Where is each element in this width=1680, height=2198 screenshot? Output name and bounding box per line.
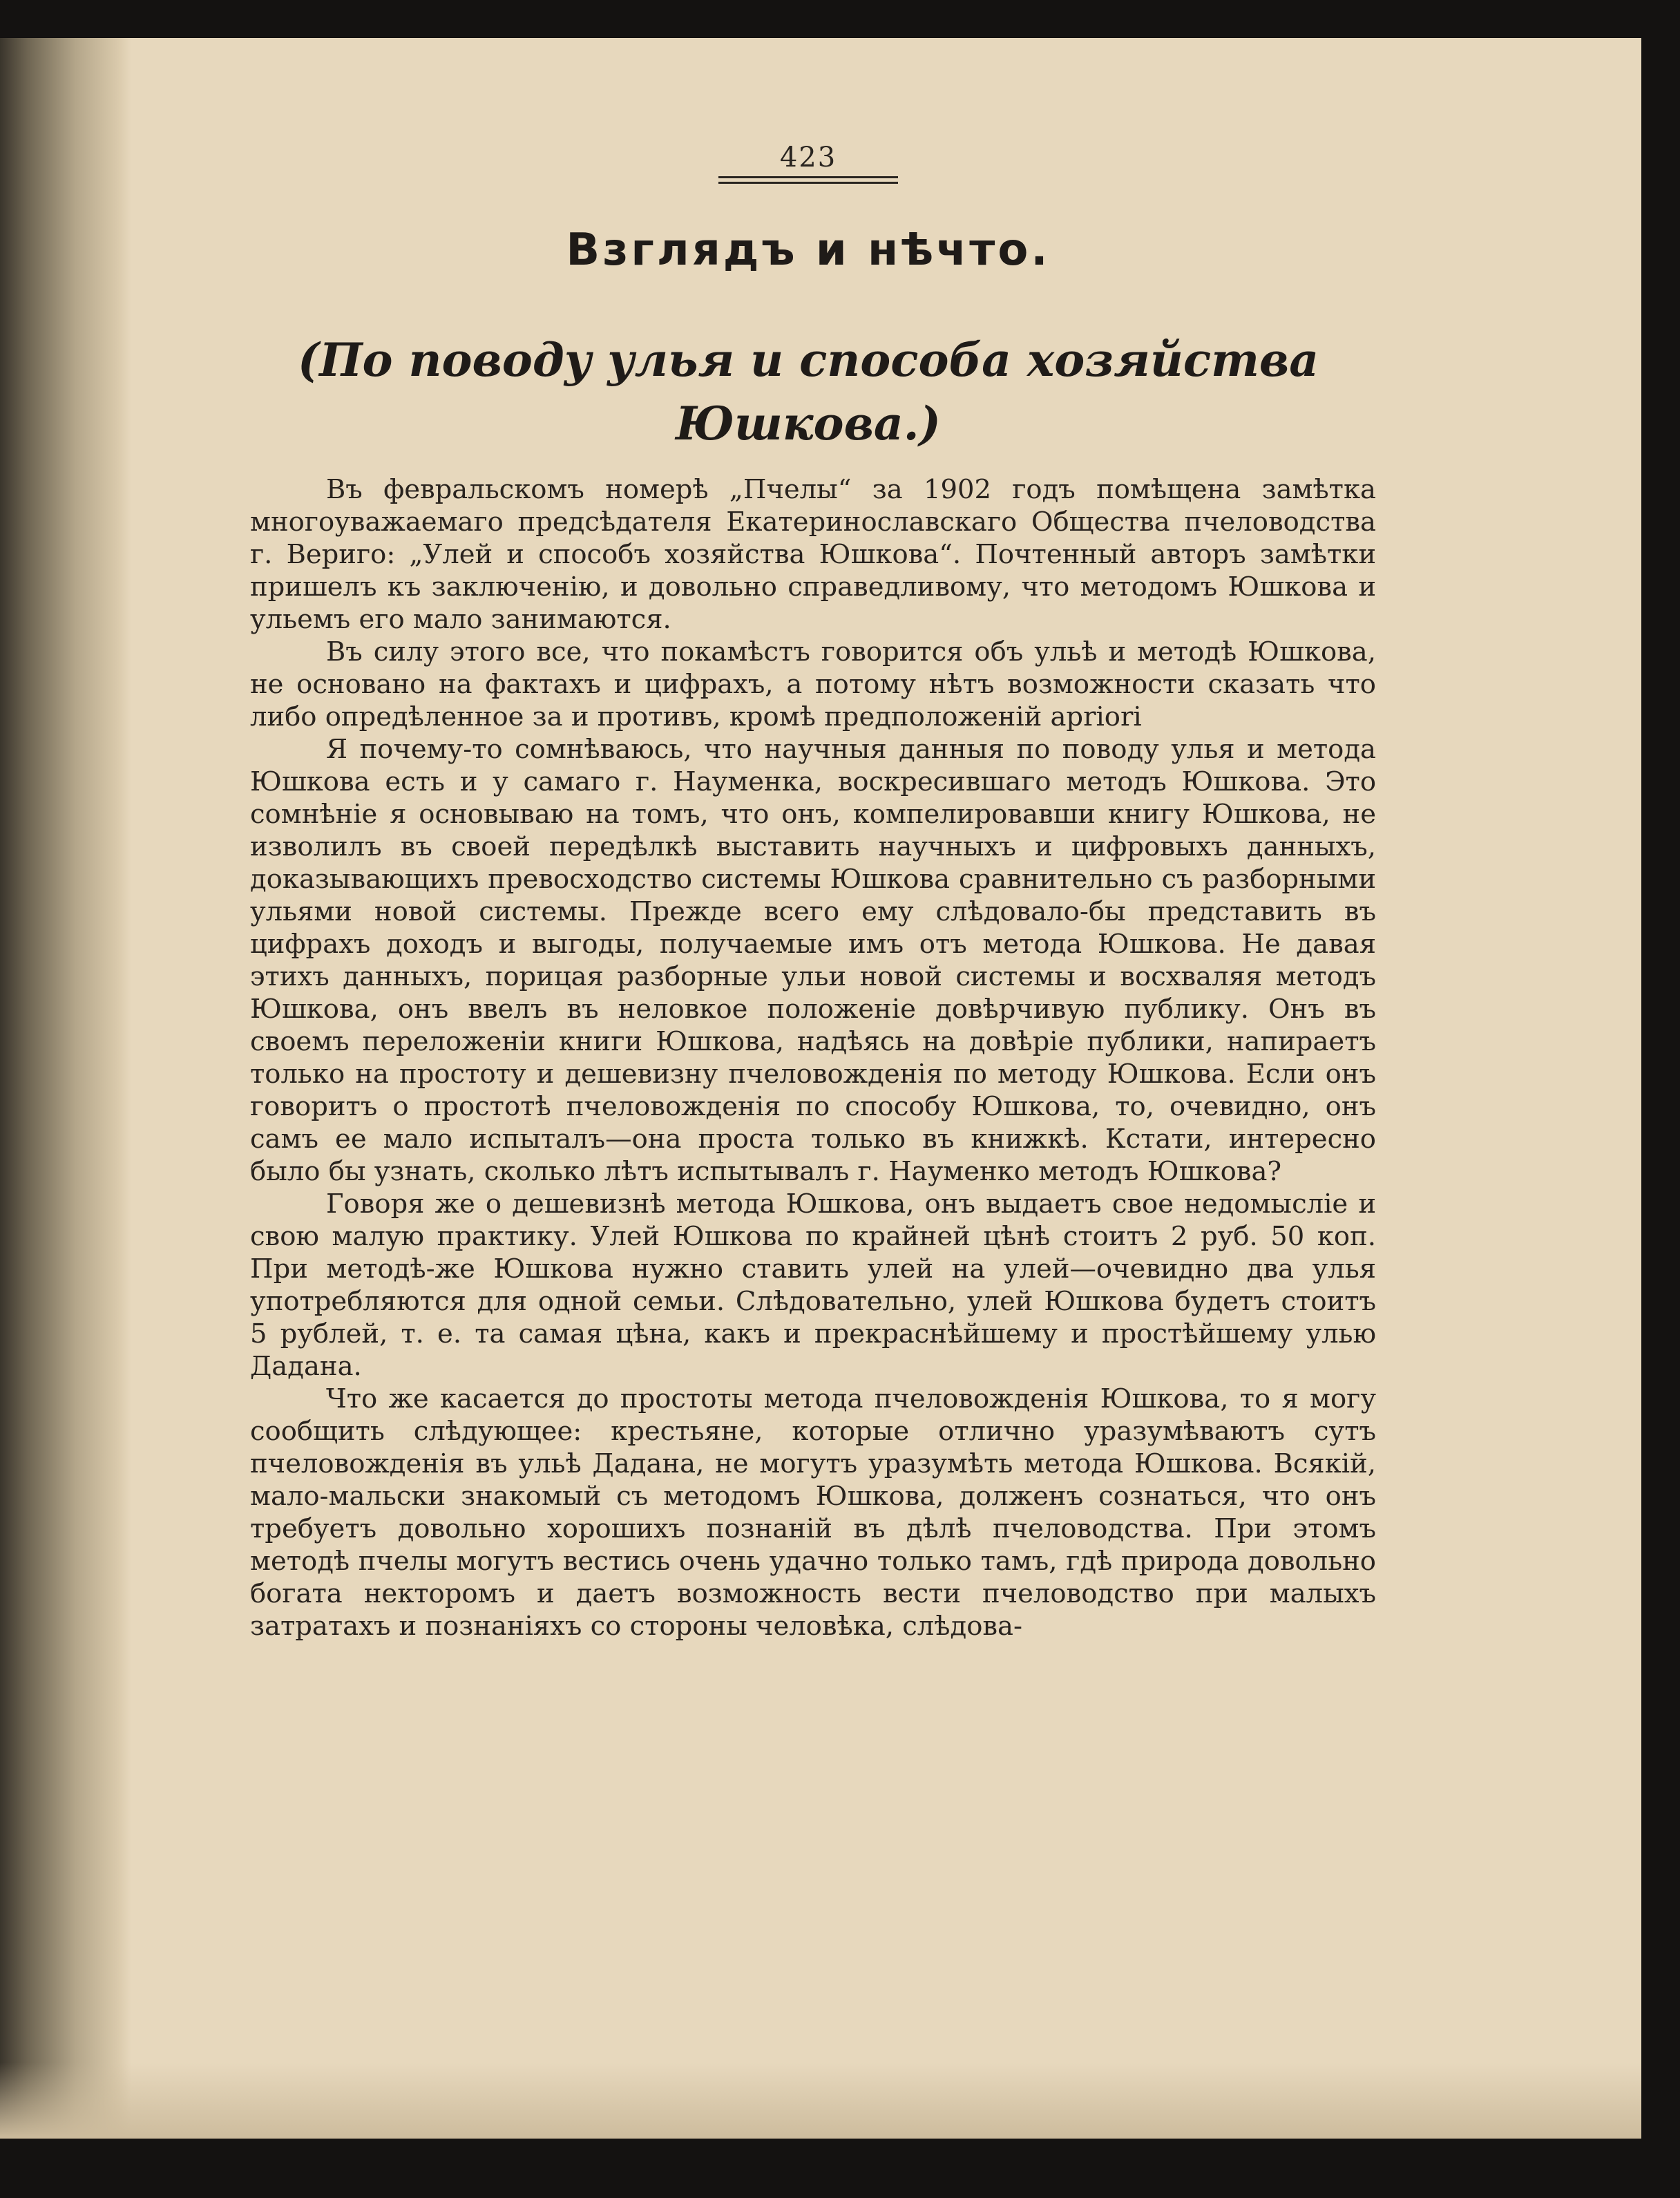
page-bottom-shadow xyxy=(0,2063,1641,2139)
paragraph-3: Я почему-то сомнѣваюсь, что научныя данныя по поводу улья и метода Юшкова есть и у самаго г. Науменка, воскресившаго методъ Юшкова. Это сомнѣніе я основываю на томъ, что онъ, компелировавши книгу Юшкова, не изволилъ въ своей передѣлкѣ выставить научныхъ и цифровыхъ данныхъ, доказывающихъ превосходство системы Юшкова сравнительно съ разборными ульями новой системы. Прежде всего ему слѣдовало-бы представить въ цифрахъ доходъ и выгоды, получаемые имъ отъ метода Юшкова. Не давая этихъ данныхъ, порицая разборные ульи новой системы и восхваляя методъ Юшкова, онъ ввелъ въ неловкое положеніе довѣрчивую публику. Онъ въ своемъ переложеніи книги Юшкова, надѣясь на довѣріе публики, напираетъ только на простоту и дешевизну пчеловожденія по методу Юшкова. Если онъ говоритъ о простотѣ пчеловожденія по способу Юшкова, то, очевидно, онъ самъ ее мало испыталъ—она проста только въ книжкѣ. Кстати, интересно было бы узнать, сколько лѣтъ испытывалъ г. Науменко методъ Юшкова? xyxy=(250,734,1376,1187)
paragraph-5: Что же касается до простоты метода пчеловожденія Юшкова, то я могу сообщить слѣдующее: крестьяне, которые отлично уразумѣваютъ сутъ пчеловожденія въ ульѣ Дадана, не могутъ уразумѣть метода Юшкова. Всякій, мало-мальски знакомый съ методомъ Юшкова, долженъ сознаться, что онъ требуетъ довольно хорошихъ познаній въ дѣлѣ пчеловодства. При этомъ методѣ пчелы могутъ вестись очень удачно только тамъ, гдѣ природа довольно богата некторомъ и даетъ возможность вести пчеловодство при малыхъ затратахъ и познаніяхъ со стороны человѣка, слѣдова- xyxy=(250,1383,1376,1642)
paragraph-1: Въ февральскомъ номерѣ „Пчелы“ за 1902 годъ помѣщена замѣтка многоуважаемаго предсѣдателя Екатеринославскаго Общества пчеловодства г. Вериго: „Улей и способъ хозяйства Юшкова“. Почтенный авторъ замѣтки пришелъ къ заключенію, и довольно справедливому, что методомъ Юшкова и ульемъ его мало занимаются. xyxy=(250,474,1376,635)
article-title: Взглядъ и нѣчто. xyxy=(566,225,1051,276)
header-rule-top xyxy=(718,176,898,178)
page-number: 423 xyxy=(779,142,837,173)
header-rule-bottom xyxy=(718,182,898,184)
article-body xyxy=(250,473,1376,1642)
paragraph-2: Въ силу этого все, что покамѣстъ говорится объ ульѣ и методѣ Юшкова, не основано на фактахъ и цифрахъ, а потому нѣтъ возможности сказать что либо опредѣленное за и противъ, кромѣ предположеній apriori xyxy=(250,636,1376,732)
article-subtitle: (По поводу улья и способа хозяйства Юшкова.) xyxy=(297,333,1319,451)
page-gutter-shadow xyxy=(0,38,131,2139)
paragraph-4: Говоря же о дешевизнѣ метода Юшкова, онъ выдаетъ свое недомысліе и свою малую практику. Улей Юшкова по крайней цѣнѣ стоитъ 2 руб. 50 коп. При методѣ-же Юшкова нужно ставить улей на улей—очевидно два улья употребляются для одной семьи. Слѣдовательно, улей Юшкова будетъ стоитъ 5 рублей, т. е. та самая цѣна, какъ и прекраснѣйшему и простѣйшему улью Дадана. xyxy=(250,1188,1376,1382)
book-page xyxy=(0,38,1641,2139)
